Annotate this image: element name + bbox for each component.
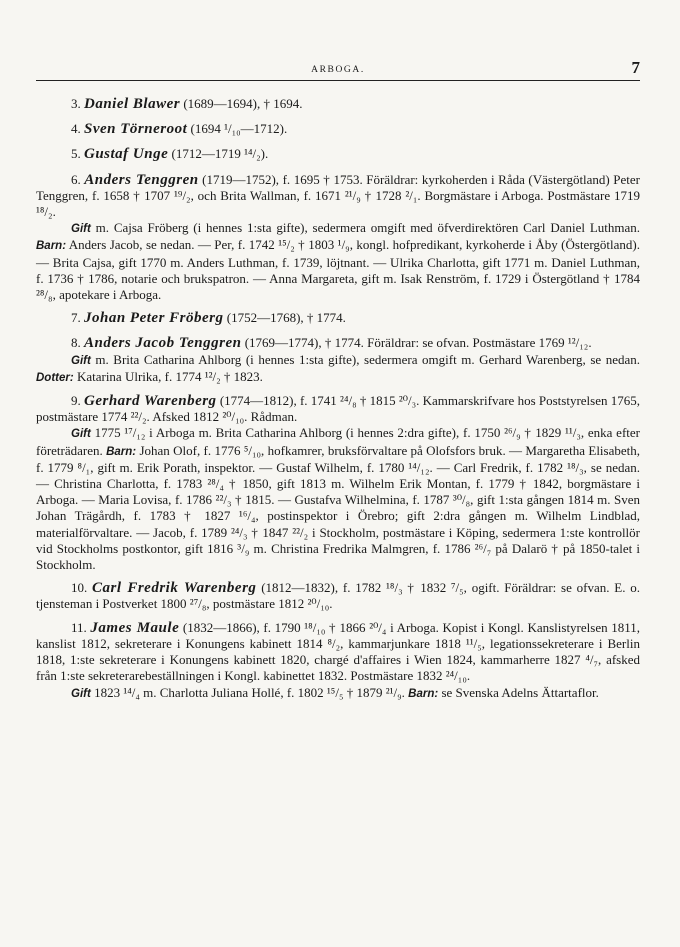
children-label: Barn:: [106, 445, 137, 458]
entry-name: Gerhard Warenberg: [84, 393, 217, 410]
entry-number: 10.: [71, 580, 88, 596]
entry-name: Gustaf Unge: [84, 146, 169, 163]
running-title: ARBOGA.: [311, 65, 365, 75]
entry-headline: [36, 393, 640, 425]
entry-number: 3.: [71, 96, 81, 111]
page-number: 7: [631, 58, 640, 77]
entry-list: [36, 96, 640, 709]
entry-summary: (1769—1774), † 1774. Föräldrar: se ofvan. Postmästare 1769 ¹²/₁₂.: [241, 335, 592, 351]
entry-detail: [36, 425, 640, 573]
entry-name: Daniel Blawer: [84, 96, 181, 112]
children-label: Barn:: [408, 687, 439, 700]
entry-name: James Maule: [90, 619, 180, 636]
entry-name: Carl Fredrik Warenberg: [92, 580, 257, 597]
entry-summary: (1774—1812), f. 1741 ²⁴/₈ † 1815 ²⁰/₃. Kammarskrifvare hos Poststyrelsen 1765, postmästare 1774 ²²/₂. Afsked 1812 ²⁰/₁₀. Rådman.: [36, 393, 641, 425]
detail-text-2: Anders Jacob, se nedan. — Per, f. 1742 ¹⁵/₂ † 1803 ¹/₉, kongl. hofpredikant, kyrkoherde i Åby (Östergötland). — Brita Cajsa, gift 1770 m. Anders Luthman, f. 1739, löjtnant. — Ulrika Charlotta, gift 1771 m. Daniel Luthman, f. 1736 † 1786, notarie och brukspatron. — Anna Margareta, gift m. Isak Renström, f. 1729 i Östergötland † 1784 ²⁸/₈, apotekare i Arboga.: [36, 237, 640, 303]
entry-10: [36, 580, 640, 612]
entry-summary: (1694 ¹/₁₀—1712).: [187, 121, 288, 137]
entry-name: Anders Tenggren: [84, 171, 199, 188]
entry-number: 8.: [71, 335, 81, 351]
detail-text-2: se Svenska Adelns Ättartaflor.: [438, 684, 599, 700]
children-label: Barn:: [36, 240, 67, 253]
entry-headline: [36, 580, 640, 612]
entry-number: 7.: [71, 310, 81, 326]
entry-detail: [36, 220, 640, 303]
entry-number: 5.: [71, 146, 81, 162]
entry-number: 4.: [71, 121, 81, 137]
gift-label: Gift: [71, 354, 91, 367]
entry-headline: [36, 620, 640, 685]
entry-number: 9.: [71, 393, 81, 409]
entry-summary: (1689—1694), † 1694.: [180, 96, 303, 111]
entry-headline: [36, 121, 640, 137]
detail-text-2: Katarina Ulrika, f. 1774 ¹²/₂ † 1823.: [73, 368, 263, 384]
entry-name: Sven Törneroot: [84, 121, 188, 138]
gift-label: Gift: [71, 687, 91, 700]
entry-detail: [36, 685, 640, 702]
entry-summary: (1712—1719 ¹⁴/₂).: [168, 146, 269, 162]
entry-number: 6.: [71, 171, 81, 187]
entry-8: [36, 335, 640, 386]
entry-number: 11.: [71, 619, 87, 635]
detail-text: 1775 ¹⁷/₁₂ i Arboga m. Brita Catharina Ahlborg (i hennes 2:dra gifte), f. 1750 ²⁶/₉ † 1829 ¹¹/₃, enka efter företrädaren.: [36, 425, 640, 458]
page-header: [36, 60, 640, 81]
detail-text: m. Brita Catharina Ahlborg (i hennes 1:sta gifte), sedermera omgift m. Gerhard Warenberg, se nedan.: [90, 351, 640, 367]
entry-headline: [36, 146, 640, 162]
entry-name: Johan Peter Fröberg: [84, 310, 224, 327]
entry-headline: [36, 96, 640, 112]
entry-6: [36, 172, 640, 304]
daughter-label: Dotter:: [36, 371, 74, 384]
detail-text-2: Johan Olof, f. 1776 ⁵/₁₀, hofkamrer, bruksförvaltare på Olofsfors bruk. — Margaretha Elisabeth, f. 1779 ⁸/₁, gift m. Erik Porath, inspektor. — Gustaf Wilhelm, f. 1780 ¹⁴/₁₂. — Carl Fredrik, f. 1782 ¹⁸/₃, se nedan. — Christina Charlotta, f. 1783 ²⁸/₄ † 1850, gift 1813 m. Wilhelm Erik Montan, f. 1779 † 1842, borgmästare i Arboga. — Maria Lovisa, f. 1786 ²²/₃ † 1815. — Gustafva Wilhelmina, f. 1787 ³⁰/₈, gift 1:sta gången 1814 m. Sven Johan Trägårdh, f. 1783 † 1827 ¹⁶/₄, postinspektor i Örebro; gift 2:dra gången m. Wilhelm Lindblad, materialförvaltare. — Jacob, f. 1789 ²⁴/₃ † 1847 ²²/₂ i Stockholm, postmästare i Köping, sedermera 1:ste kontrollör vid Stockholms postkontor, gift 1816 ³/₉ m. Christina Fredrika Malmgren, f. 1786 ²⁶/₇ på Dalarö † på 1850-talet i Stockholm.: [36, 442, 641, 573]
gift-label: Gift: [71, 223, 91, 236]
entry-headline: [36, 335, 640, 351]
detail-text: m. Cajsa Fröberg (i hennes 1:sta gifte), sedermera omgift med öfverdirektören Carl Daniel Luthman.: [90, 220, 640, 236]
entry-4: [36, 121, 640, 137]
entry-3: [36, 96, 640, 112]
entry-headline: [36, 310, 640, 326]
entry-summary: (1752—1768), † 1774.: [223, 310, 346, 326]
entry-summary: (1832—1866), f. 1790 ¹⁸/₁₀ † 1866 ²⁰/₄ i Arboga. Kopist i Kongl. Kanslistyrelsen 1811, kanslist 1812, sekreterare i Konungens kabinett 1814 ⁸/₂, kammarjunkare 1818 ¹¹/₅, legationssekreterare i Berlin 1818, 1:ste sekreterare i Konungens kabinett 1820, chargé d'affaires i Wien 1824, kammarherre 1827 ⁴/₇, afsked från 1:ste sekreterarebeställningen i Kongl. kabinettet 1832. Postmästare 1832 ²⁴/₁₀.: [36, 619, 640, 684]
entry-7: [36, 310, 640, 326]
entry-summary: (1719—1752), f. 1695 † 1753. Föräldrar: kyrkoherden i Råda (Västergötland) Peter Tenggren, f. 1658 † 1707 ¹⁹/₂, och Brita Wallman, f. 1671 ²¹/₉ † 1728 ²/₁. Borgmästare i Arboga. Postmästare 1719 ¹⁸/₂.: [36, 171, 641, 220]
gift-label: Gift: [71, 428, 91, 441]
entry-detail: [36, 352, 640, 386]
entry-5: [36, 146, 640, 162]
entry-9: [36, 393, 640, 573]
detail-text: 1823 ¹⁴/₄ m. Charlotta Juliana Hollé, f. 1802 ¹⁵/₅ † 1879 ²¹/₉.: [90, 684, 409, 700]
entry-11: [36, 620, 640, 702]
entry-name: Anders Jacob Tenggren: [84, 335, 242, 352]
entry-summary: (1812—1832), f. 1782 ¹⁸/₃ † 1832 ⁷/₅, ogift. Föräldrar: se ofvan. E. o. tjensteman i Postverket 1800 ²⁷/₈, postmästare 1812 ²⁰/₁₀.: [36, 580, 641, 612]
entry-headline: [36, 172, 640, 221]
